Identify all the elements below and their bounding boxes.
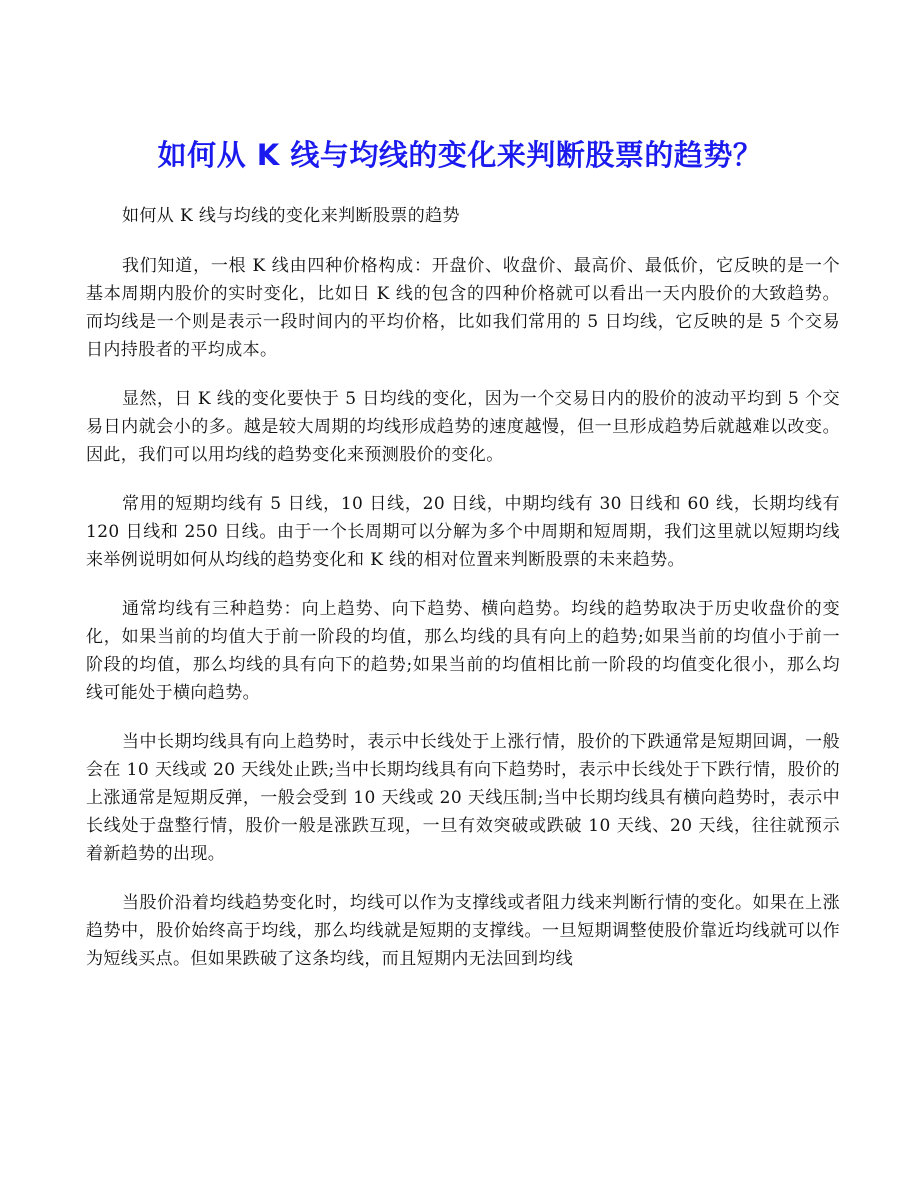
paragraph-subtitle: 如何从 K 线与均线的变化来判断股票的趋势 [122, 206, 460, 226]
paragraph-common-ma: 常用的短期均线有 5 日线，10 日线，20 日线，中期均线有 30 日线和 60 线，长期均线有 120 日线和 250 日线。由于一个长周期可以分解为多个中周期和短周期，我们这里就以短期均线来举例说明如何从均线的趋势变化和 K 线的相对位置来判断股票的未来趋势。 [86, 494, 840, 570]
document-body [86, 202, 840, 994]
document-title: 如何从 K 线与均线的变化来判断股票的趋势？ [157, 138, 763, 172]
paragraph-mid-long-trend: 当中长期均线具有向上趋势时，表示中长线处于上涨行情，股价的下跌通常是短期回调，一般会在 10 天线或 20 天线处止跌;当中长期均线具有向下趋势时，表示中长线处于下跌行情，股价的上涨通常是短期反弹，一般会受到 10 天线或 20 天线压制;当中长期均线具有横向趋势时，表示中长线处于盘整行情，股价一般是涨跌互现，一旦有效突破或跌破 10 天线、20 天线，往往就预示着新趋势的出现。 [86, 732, 840, 864]
paragraph-support-resistance: 当股价沿着均线趋势变化时，均线可以作为支撑线或者阻力线来判断行情的变化。如果在上涨趋势中，股价始终高于均线，那么均线就是短期的支撑线。一旦短期调整使股价靠近均线就可以作为短线买点。但如果跌破了这条均线，而且短期内无法回到均线 [86, 893, 840, 969]
paragraph-k-line-vs-ma: 显然，日 K 线的变化要快于 5 日均线的变化，因为一个交易日内的股价的波动平均到 5 个交易日内就会小的多。越是较大周期的均线形成趋势的速度越慢，但一旦形成趋势后就越难以改变。因此，我们可以用均线的趋势变化来预测股价的变化。 [86, 389, 840, 465]
paragraph-k-line-intro: 我们知道，一根 K 线由四种价格构成：开盘价、收盘价、最高价、最低价，它反映的是一个基本周期内股价的实时变化，比如日 K 线的包含的四种价格就可以看出一天内股价的大致趋势。而均线是一个则是表示一段时间内的平均价格，比如我们常用的 5 日均线，它反映的是 5 个交易日内持股者的平均成本。 [86, 256, 840, 360]
paragraph-three-trends: 通常均线有三种趋势：向上趋势、向下趋势、横向趋势。均线的趋势取决于历史收盘价的变化，如果当前的均值大于前一阶段的均值，那么均线的具有向上的趋势;如果当前的均值小于前一阶段的均值，那么均线的具有向下的趋势;如果当前的均值相比前一阶段的均值变化很小，那么均线可能处于横向趋势。 [86, 599, 840, 703]
